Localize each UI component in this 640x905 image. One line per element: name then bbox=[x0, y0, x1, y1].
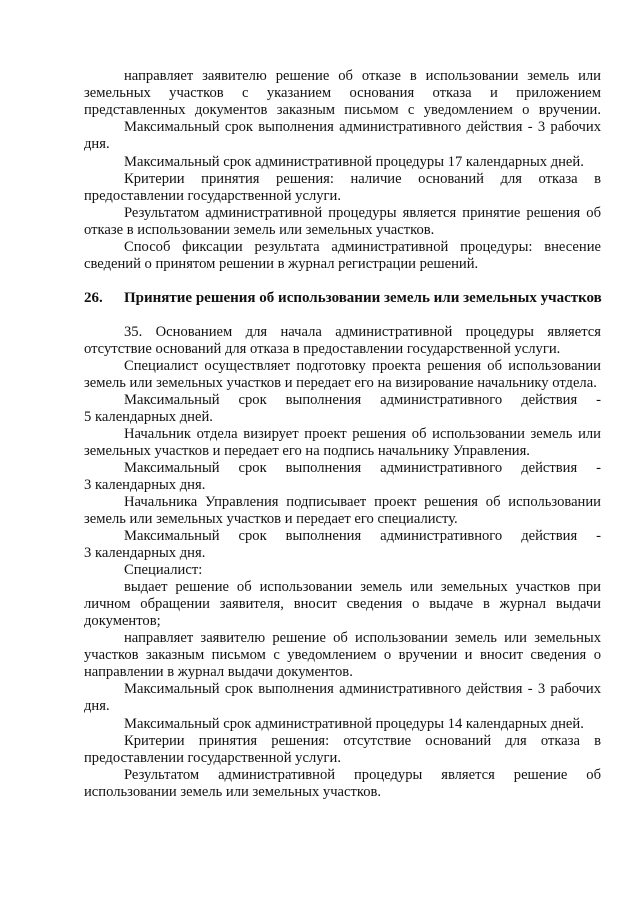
text-line: Способ фиксации результата административной процедуры: внесение bbox=[124, 239, 601, 255]
text-line: использовании земель или земельных участков. bbox=[84, 784, 382, 800]
text-line: земель или земельных участков и передает его на визирование начальнику отдела. bbox=[84, 375, 597, 391]
text-line: Максимальный срок выполнения административного действия - bbox=[124, 528, 601, 544]
text-line: направляет заявителю решение об использовании земель или земельных bbox=[124, 630, 601, 646]
text-line: 35. Основанием для начала административной процедуры является bbox=[124, 324, 601, 340]
text-line: 5 календарных дней. bbox=[84, 409, 213, 425]
text-line: дня. bbox=[84, 698, 110, 714]
text-line: 3 календарных дня. bbox=[84, 477, 206, 493]
text-line: Максимальный срок административной процедуры 17 календарных дней. bbox=[124, 154, 584, 170]
text-line: Критерии принятия решения: отсутствие оснований для отказа в bbox=[124, 733, 601, 749]
text-line: земель или земельных участков и передает его специалисту. bbox=[84, 511, 458, 527]
text-line: направляет заявителю решение об отказе в использовании земель или bbox=[124, 68, 601, 84]
text-line: Начальник отдела визирует проект решения об использовании земель или bbox=[124, 426, 601, 442]
text-line: Максимальный срок выполнения административного действия - bbox=[124, 392, 601, 408]
text-line: Результатом административной процедуры является решение об bbox=[124, 767, 601, 783]
text-line: Максимальный срок административной процедуры 14 календарных дней. bbox=[124, 716, 584, 732]
text-line: документов; bbox=[84, 613, 161, 629]
text-line: Результатом административной процедуры является принятие решения об bbox=[124, 205, 601, 221]
text-line: выдает решение об использовании земель или земельных участков при bbox=[124, 579, 601, 595]
text-line: отказе в использовании земель или земельных участков. bbox=[84, 222, 435, 238]
section-number: 26. bbox=[84, 290, 103, 306]
text-line: земельных участков и передает его на подпись начальнику Управления. bbox=[84, 443, 530, 459]
text-line: предоставлении государственной услуги. bbox=[84, 750, 341, 766]
text-line: Специалист осуществляет подготовку проекта решения об использовании bbox=[124, 358, 601, 374]
text-line: личном обращении заявителя, вносит сведения о выдаче в журнал выдачи bbox=[84, 596, 601, 612]
text-line: направлении в журнал выдачи документов. bbox=[84, 664, 353, 680]
text-line: Максимальный срок выполнения административного действия - 3 рабочих bbox=[124, 681, 601, 697]
text-line: Специалист: bbox=[124, 562, 203, 578]
text-line: Максимальный срок выполнения административного действия - 3 рабочих bbox=[124, 119, 601, 135]
text-line: предоставлении государственной услуги. bbox=[84, 188, 341, 204]
text-line: Максимальный срок выполнения административного действия - bbox=[124, 460, 601, 476]
text-line: представленных документов заказным письмом с уведомлением о вручении. bbox=[84, 102, 601, 118]
text-line: 3 календарных дня. bbox=[84, 545, 206, 561]
text-line: Начальника Управления подписывает проект решения об использовании bbox=[124, 494, 601, 510]
text-line: отсутствие оснований для отказа в предоставлении государственной услуги. bbox=[84, 341, 561, 357]
text-line: Критерии принятия решения: наличие оснований для отказа в bbox=[124, 171, 601, 187]
text-line: сведений о принятом решении в журнал регистрации решений. bbox=[84, 256, 479, 272]
text-line: дня. bbox=[84, 136, 110, 152]
text-line: участков заказным письмом с уведомлением о вручении и вносит сведения о bbox=[84, 647, 601, 663]
text-line: земельных участков с указанием основания отказа и приложением bbox=[84, 85, 601, 101]
section-heading: Принятие решения об использовании земель или земельных участков bbox=[124, 290, 602, 306]
